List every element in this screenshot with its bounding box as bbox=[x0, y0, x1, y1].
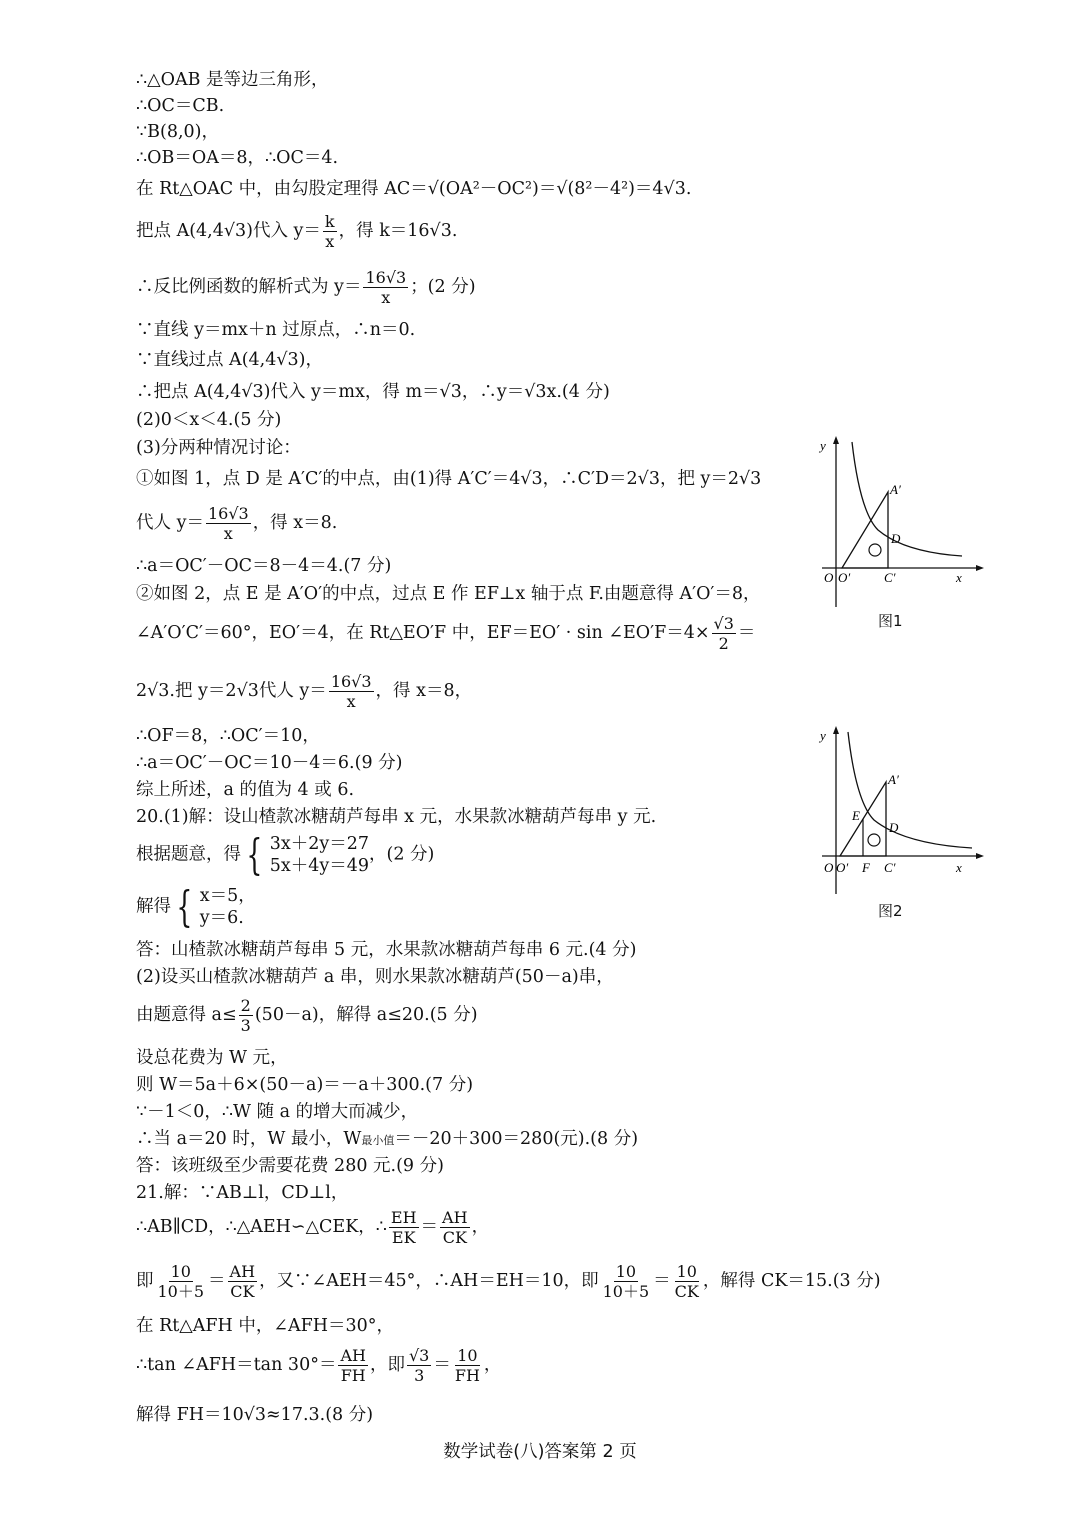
text: 即 bbox=[136, 1271, 154, 1291]
y-arrow bbox=[833, 436, 839, 444]
denominator: 10＋5 bbox=[602, 1282, 650, 1301]
line: 21.解：∵AB⊥l，CD⊥l， bbox=[136, 1183, 349, 1203]
numerator: 2 bbox=[240, 996, 251, 1015]
text: ＝ bbox=[737, 623, 756, 643]
line: 在 Rt△AFH 中，∠AFH＝30°， bbox=[136, 1316, 395, 1336]
text: ，得 k＝16√3. bbox=[338, 221, 458, 241]
line: (3)分两种情况讨论： bbox=[136, 438, 301, 458]
line: 答：该班级至少需要花费 280 元.(9 分) bbox=[136, 1156, 444, 1176]
label-C-prime: C′ bbox=[884, 860, 896, 875]
equation: 3x＋2y＝27 bbox=[269, 834, 370, 854]
hyperbola bbox=[852, 442, 962, 556]
line: ∴tan ∠AFH＝tan 30°＝ $\frac{AH}{FH}$ ，即 $\frac{√3}{3}$ ＝ $\frac{10}{FH}$ ， bbox=[136, 1346, 502, 1385]
text: ∴当 a＝20 时，W 最小，W bbox=[136, 1129, 362, 1149]
label-D: D bbox=[891, 531, 901, 546]
line bbox=[136, 212, 457, 251]
numerator: 10 bbox=[457, 1346, 478, 1365]
fraction bbox=[712, 614, 736, 653]
line: ∵直线 y＝mx＋n 过原点，∴n＝0. bbox=[136, 320, 416, 340]
x-arrow bbox=[976, 853, 984, 859]
denominator: x bbox=[325, 232, 335, 251]
label-O: O bbox=[824, 860, 834, 875]
label-O-prime: O′ bbox=[836, 860, 849, 875]
text: ∴AB∥CD，∴△AEH∽△CEK，∴ bbox=[136, 1217, 387, 1237]
text: ；(2 分) bbox=[410, 277, 476, 297]
label-x: x bbox=[956, 860, 962, 875]
fraction bbox=[206, 504, 251, 543]
denominator: FH bbox=[340, 1366, 366, 1385]
line bbox=[136, 268, 476, 307]
fraction bbox=[338, 1346, 368, 1385]
denominator: EK bbox=[391, 1228, 416, 1247]
numerator: 16√3 bbox=[207, 504, 249, 523]
text: ， bbox=[471, 1217, 490, 1237]
line: 20.(1)解：设山楂款冰糖葫芦每串 x 元，水果款冰糖葫芦每串 y 元. bbox=[136, 807, 657, 827]
line: 则 W＝5a＋6×(50－a)＝－a＋300.(7 分) bbox=[136, 1075, 474, 1095]
fraction bbox=[440, 1208, 470, 1247]
numerator: √3 bbox=[408, 1346, 430, 1365]
denominator: x bbox=[346, 692, 356, 711]
label-E: E bbox=[852, 808, 860, 823]
solution-system bbox=[171, 882, 256, 931]
numerator: EH bbox=[390, 1208, 417, 1227]
denominator: 10＋5 bbox=[157, 1282, 205, 1301]
label-y: y bbox=[820, 728, 826, 743]
denominator: CK bbox=[442, 1228, 467, 1247]
text: ∴反比例函数的解析式为 y＝ bbox=[136, 277, 362, 297]
text: ， bbox=[483, 1355, 502, 1375]
fraction bbox=[673, 1262, 701, 1301]
fraction bbox=[601, 1262, 652, 1301]
text: ，(2 分) bbox=[369, 844, 435, 865]
line: 综上所述，a 的值为 4 或 6. bbox=[136, 780, 355, 800]
label-A-prime: A′ bbox=[890, 482, 901, 497]
text: ，又∵∠AEH＝45°，∴AH＝EH＝10，即 bbox=[259, 1271, 599, 1291]
circle bbox=[869, 544, 881, 556]
line: ①如图 1，点 D 是 A′C′的中点，由(1)得 A′C′＝4√3，∴C′D＝2√3，把 y＝2√3 bbox=[136, 469, 762, 489]
line bbox=[136, 996, 478, 1035]
denominator: x bbox=[223, 524, 233, 543]
numerator: 10 bbox=[170, 1262, 191, 1281]
label-D: D bbox=[889, 820, 899, 835]
text: ，得 x＝8， bbox=[375, 681, 473, 701]
denominator: CK bbox=[674, 1282, 699, 1301]
fraction bbox=[323, 212, 337, 251]
line: (2)0＜x＜4.(5 分) bbox=[136, 410, 282, 430]
numerator: k bbox=[324, 212, 335, 231]
fraction bbox=[363, 268, 408, 307]
numerator: 16√3 bbox=[330, 672, 372, 691]
fraction bbox=[407, 1346, 431, 1385]
line: 答：山楂款冰糖葫芦每串 5 元，水果款冰糖葫芦每串 6 元.(4 分) bbox=[136, 940, 637, 960]
line: ∴OB＝OA＝8，∴OC＝4. bbox=[136, 148, 339, 168]
text: (50－a)，解得 a≤20.(5 分) bbox=[254, 1005, 478, 1025]
label-F: F bbox=[862, 860, 870, 875]
equation: x＝5， bbox=[199, 886, 256, 906]
label-x: x bbox=[956, 570, 962, 585]
numerator: AH bbox=[442, 1208, 468, 1227]
denominator: CK bbox=[230, 1282, 255, 1301]
text: 代人 y＝ bbox=[136, 513, 204, 533]
text: 由题意得 a≤ bbox=[136, 1005, 237, 1025]
numerator: AH bbox=[340, 1346, 366, 1365]
figure-2-caption: 图2 bbox=[878, 902, 903, 920]
numerator: 16√3 bbox=[365, 268, 407, 287]
line bbox=[136, 830, 435, 879]
text: ，解得 CK＝15.(3 分) bbox=[702, 1271, 881, 1291]
label-O: O bbox=[824, 570, 834, 585]
brace: { bbox=[246, 830, 263, 879]
subscript: 最小值 bbox=[361, 1134, 395, 1147]
line: 设总花费为 W 元， bbox=[136, 1048, 288, 1068]
circle bbox=[868, 834, 880, 846]
line: ②如图 2，点 E 是 A′O′的中点，过点 E 作 EF⊥x 轴于点 F.由题意得 A′O′＝8， bbox=[136, 584, 761, 604]
denominator: 2 bbox=[718, 634, 729, 653]
text: ∠A′O′C′＝60°，EO′＝4，在 Rt△EO′F 中，EF＝EO′ · sin ∠EO′F＝4× bbox=[136, 623, 710, 643]
page-footer: 数学试卷(八)答案第 2 页 bbox=[443, 1442, 637, 1462]
denominator: FH bbox=[454, 1366, 480, 1385]
line bbox=[136, 614, 755, 653]
numerator: 10 bbox=[676, 1262, 697, 1281]
line: ∵直线过点 A(4,4√3)， bbox=[136, 350, 323, 370]
brace: { bbox=[176, 882, 193, 931]
fraction bbox=[156, 1262, 207, 1301]
text: 解得 bbox=[136, 896, 171, 917]
label-A-prime: A′ bbox=[888, 772, 899, 787]
figure-1 bbox=[812, 432, 992, 612]
label-C-prime: C′ bbox=[884, 570, 896, 585]
line: ∴把点 A(4,4√3)代入 y＝mx，得 m＝√3，∴y＝√3x.(4 分) bbox=[136, 382, 610, 402]
line: 即 $\frac{10}{10+5}$ ＝ $\frac{AH}{CK}$ ，又∵∠AEH＝45°，∴AH＝EH＝10，即 $\frac{10}{10+5}$ ＝ $\frac{10}{CK}$ ，解得 CK＝15.(3 分) bbox=[136, 1262, 881, 1301]
line: ∴△OAB 是等边三角形， bbox=[136, 70, 329, 90]
x-arrow bbox=[976, 565, 984, 571]
numerator: 10 bbox=[615, 1262, 637, 1281]
line bbox=[136, 504, 337, 543]
line bbox=[136, 1127, 638, 1153]
line: 在 Rt△OAC 中，由勾股定理得 AC＝√(OA²－OC²)＝√(8²－4²)＝4√3. bbox=[136, 179, 692, 199]
line: (2)设买山楂款冰糖葫芦 a 串，则水果款冰糖葫芦(50－a)串， bbox=[136, 967, 614, 987]
line: ∴OC＝CB. bbox=[136, 96, 225, 116]
line: ∵－1＜0，∴W 随 a 的增大而减少， bbox=[136, 1102, 419, 1122]
hyperbola bbox=[848, 732, 972, 848]
fraction bbox=[239, 996, 253, 1035]
line: ∴a＝OC′－OC＝10－4＝6.(9 分) bbox=[136, 753, 403, 773]
line bbox=[136, 672, 472, 711]
fraction bbox=[389, 1208, 419, 1247]
text: ∴tan ∠AFH＝tan 30°＝ bbox=[136, 1355, 337, 1375]
equation: y＝6. bbox=[199, 908, 244, 928]
line: ∴OF＝8，∴OC′＝10， bbox=[136, 726, 320, 746]
text: ，即 bbox=[369, 1355, 405, 1375]
text: 根据题意，得 bbox=[136, 844, 241, 865]
text: 2√3.把 y＝2√3代人 y＝ bbox=[136, 681, 327, 701]
text: ＝－20＋300＝280(元).(8 分) bbox=[394, 1129, 639, 1149]
denominator: 3 bbox=[240, 1016, 251, 1035]
line bbox=[136, 882, 256, 931]
text: 把点 A(4,4√3)代入 y＝ bbox=[136, 221, 321, 241]
figure-1-caption: 图1 bbox=[878, 612, 903, 630]
fraction bbox=[228, 1262, 258, 1301]
y-arrow bbox=[833, 726, 839, 734]
line: ∴AB∥CD，∴△AEH∽△CEK，∴ $\frac{EH}{EK}$ ＝ $\frac{AH}{CK}$ ， bbox=[136, 1208, 490, 1247]
equation-system bbox=[241, 830, 370, 879]
label-y: y bbox=[820, 438, 826, 453]
equation: 5x＋4y＝49 bbox=[269, 856, 370, 876]
text: ，得 x＝8. bbox=[252, 513, 338, 533]
line: ∴a＝OC′－OC＝8－4＝4.(7 分) bbox=[136, 556, 392, 576]
fraction bbox=[453, 1346, 482, 1385]
numerator: AH bbox=[229, 1262, 256, 1281]
numerator: √3 bbox=[713, 614, 734, 633]
line: ∵B(8,0)， bbox=[136, 122, 219, 142]
line: 解得 FH＝10√3≈17.3.(8 分) bbox=[136, 1405, 374, 1425]
triangle bbox=[842, 492, 888, 568]
figure-2 bbox=[812, 722, 992, 902]
label-O-prime: O′ bbox=[838, 570, 851, 585]
fraction bbox=[329, 672, 374, 711]
denominator: 3 bbox=[414, 1366, 425, 1385]
denominator: x bbox=[381, 288, 391, 307]
